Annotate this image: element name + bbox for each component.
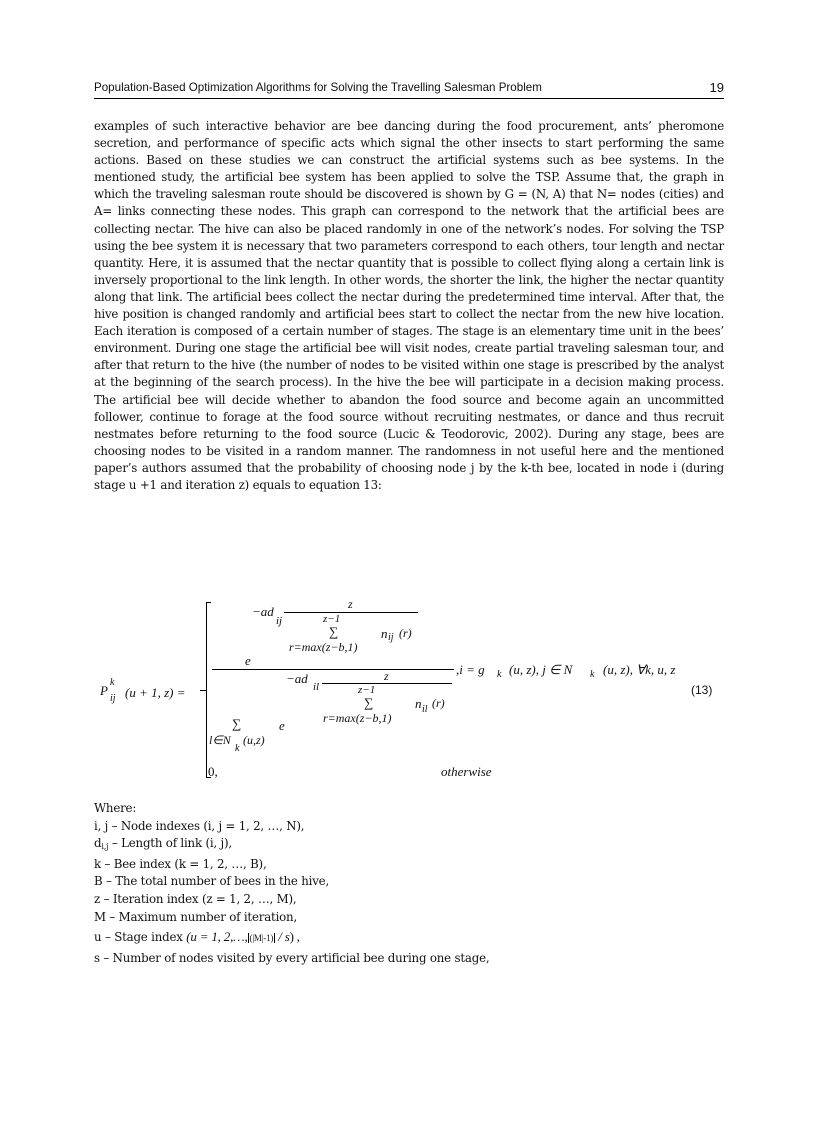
where-heading: Where:	[94, 801, 137, 815]
eq-num-exp-sub: ij	[276, 615, 283, 627]
eq-den-outer-sum: ∑	[232, 716, 242, 731]
eq-condition: ,i = g	[456, 662, 485, 677]
eq-den-exp-sub: il	[313, 681, 320, 693]
where-item-link-length: $d_{i,j}$ – Length of link (i, j),	[94, 836, 232, 852]
eq-num-eta-arg: (r)	[399, 626, 412, 640]
eq-num-sum-lower: r=max(z−b,1)	[289, 640, 358, 654]
eq-lhs-sup: k	[110, 677, 115, 688]
where-item-iteration-index: z – Iteration index (z = 1, 2, …, M),	[94, 891, 297, 906]
eq-den-sum-lower: r=max(z−b,1)	[323, 711, 392, 725]
eq-den-eta: n	[415, 696, 422, 711]
page-number: 19	[709, 80, 724, 95]
eq-den-exp-prefix: −ad	[286, 671, 308, 686]
equation-number: (13)	[691, 683, 713, 697]
eq-brace	[206, 602, 207, 778]
eq-brace-top	[206, 602, 211, 603]
where-item-node-index: i, j – Node indexes (i, j = 1, 2, …, N),	[94, 818, 305, 833]
eq-condition-sub: k	[497, 669, 502, 680]
eq-lhs-args: (u + 1, z) =	[125, 685, 186, 700]
body-text	[94, 118, 724, 494]
eq-num-exp-base: e	[245, 653, 251, 668]
eq-condition-sub2: k	[590, 669, 595, 680]
eq-num-eta-sub: ij	[388, 632, 394, 643]
running-header	[94, 80, 724, 99]
where-item-stage-index: u – Stage index (u = 1, 2,…, (|M|-1) / s) ,	[94, 929, 300, 945]
eq-brace-mid	[200, 690, 206, 691]
eq-main-frac-line	[212, 669, 454, 670]
eq-lhs-sub: ij	[110, 693, 116, 704]
where-item-max-iteration: M – Maximum number of iteration,	[94, 909, 297, 924]
eq-den-sum-symbol: ∑	[364, 695, 374, 710]
eq-den-outer-lower-sub: k	[235, 743, 240, 754]
eq-num-sum-symbol: ∑	[329, 624, 339, 639]
eq-condition-rest: (u, z), j ∈ N	[509, 662, 573, 677]
eq-num-eta: n	[381, 626, 388, 641]
eq-num-inner-frac-line	[284, 612, 418, 613]
where-item-nodes-visited: s – Number of nodes visited by every artificial bee during one stage,	[94, 950, 490, 965]
eq-condition-rest2: (u, z), ∀k, u, z	[603, 662, 676, 677]
where-item-bee-index: k – Bee index (k = 1, 2, …, B),	[94, 856, 267, 871]
eq-den-eta-arg: (r)	[432, 696, 445, 710]
eq-den-sum-upper: z−1	[358, 684, 376, 696]
eq-num-sum-upper: z−1	[323, 613, 341, 625]
eq-otherwise: otherwise	[441, 764, 492, 779]
eq-den-outer-base: e	[279, 718, 285, 733]
body-paragraph: examples of such interactive behavior are bee dancing during the food procurement, ants’ pheromone secretion, and performance of specific acts which signal the other insects to start performing the same actions. Based on these studies we can construct the artificial systems such as bee systems. In the mentioned study, the artificial bee system has been applied to solve the TSP. Assume that, the graph in which the traveling salesman route should be discovered is shown by G = (N, A) that N= nodes (cities) and A= links connecting these nodes. This graph can correspond to the network that the artificial bees are collecting nectar. The hive can also be placed randomly in one of the network’s nodes. For solving the TSP using the bee system it is necessary that two parameters correspond to each others, tour length and nectar quantity. Here, it is assumed that the nectar quantity that is possible to collect flying along a certain link is inversely proportional to the link length. In other words, the shorter the link, the higher the nectar quantity along that link. The artificial bees collect the nectar during the predetermined time interval. After that, the hive position is changed randomly and artificial bees start to collect the nectar from the new hive location. Each iteration is composed of a certain number of stages. The stage is an elementary time unit in the bees’ environment. During one stage the artificial bee will visit nodes, create partial traveling salesman tour, and after that return to the hive (the number of nodes to be visited within one stage is prescribed by the analyst at the beginning of the search process). In the hive the bee will participate in a decision making process. The artificial bee will decide whether to abandon the food source and become again an uncommitted follower, continue to forage at the food source without recruiting nestmates, or dance and thus recruit nestmates before returning to the food source (Lucic & Teodorovic, 2002). During any stage, bees are choosing nodes to be visited in a random manner. The randomness in not useful here and the mentioned paper’s authors assumed that the probability of choosing node j by the k-th bee, located in node i (during stage u +1 and iteration z) equals to equation 13:	[94, 119, 724, 492]
eq-zero-case: 0,	[208, 764, 218, 779]
where-item-total-bees: B – The total number of bees in the hive,	[94, 874, 330, 889]
eq-den-eta-sub: il	[422, 704, 428, 715]
eq-lhs-p: P	[100, 683, 108, 698]
eq-num-frac-top: z	[348, 597, 353, 611]
where-block	[94, 800, 724, 967]
eq-den-frac-top: z	[384, 669, 389, 683]
eq-den-outer-lower: l∈N	[209, 733, 231, 747]
eq-num-exp-prefix: −ad	[252, 604, 274, 619]
eq-den-inner-frac-line	[322, 683, 452, 684]
eq-den-outer-lower-arg: (u,z)	[243, 733, 265, 747]
running-title: Population-Based Optimization Algorithms for Solving the Travelling Salesman Problem	[94, 81, 542, 94]
